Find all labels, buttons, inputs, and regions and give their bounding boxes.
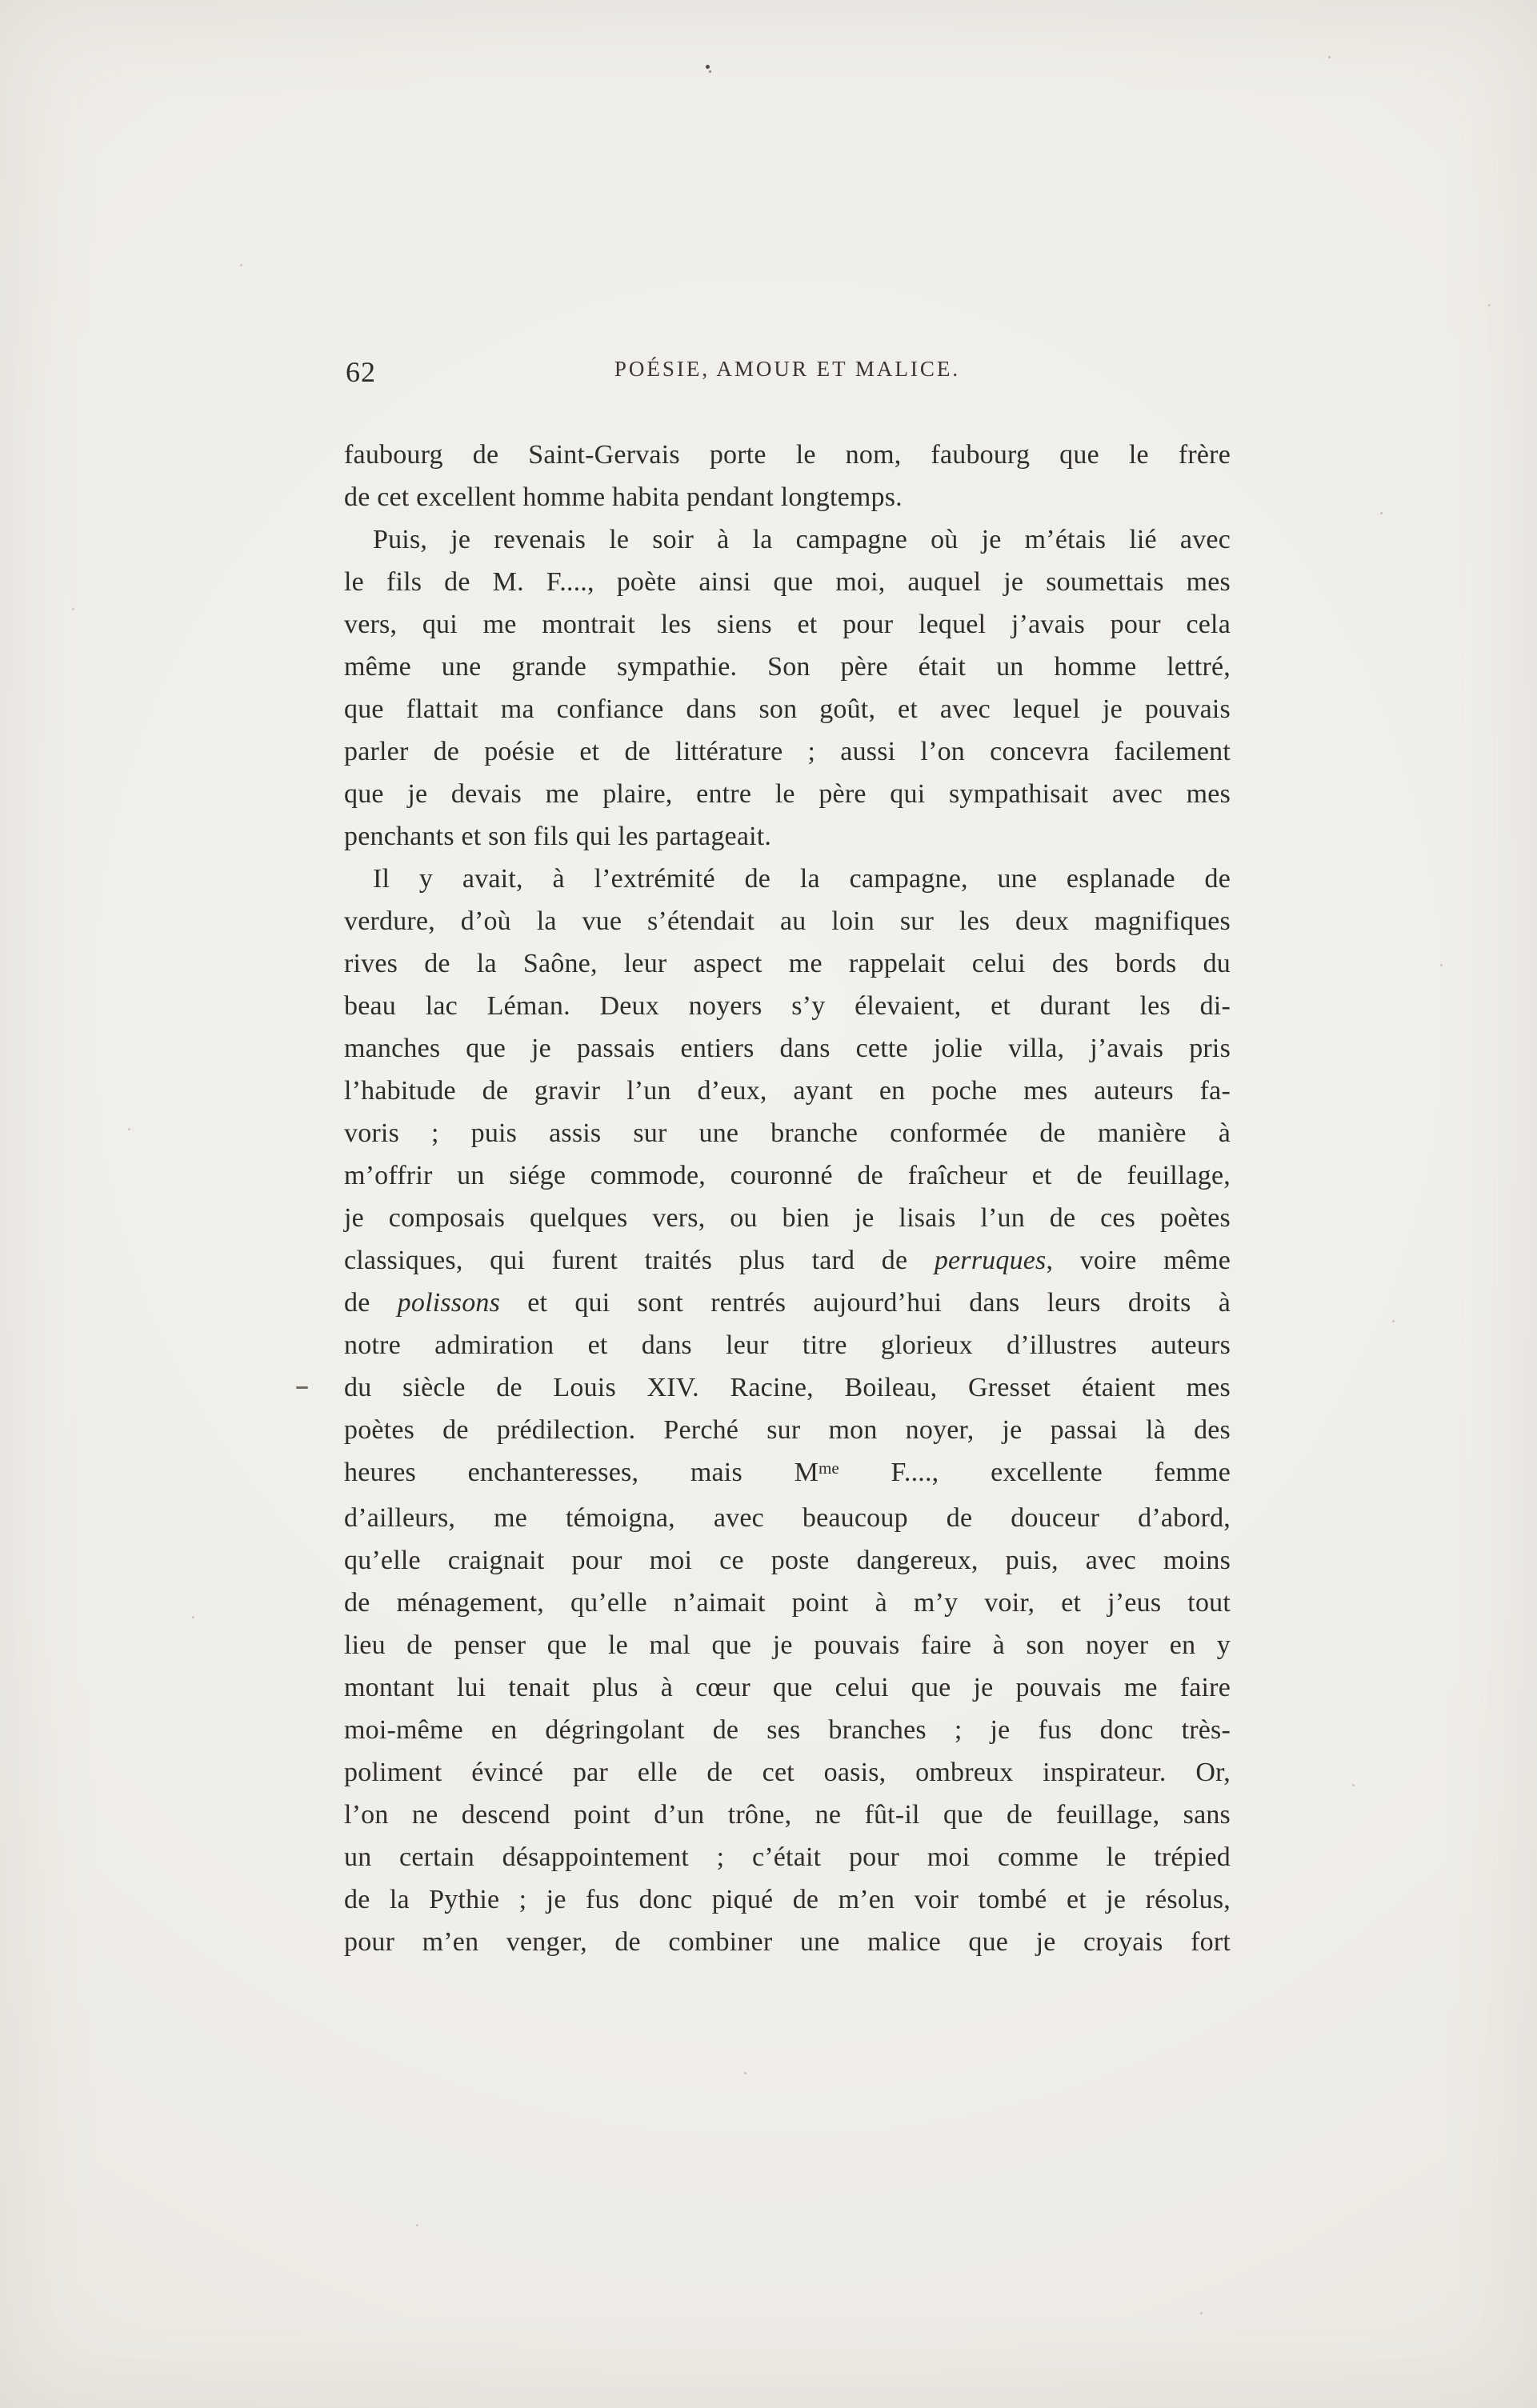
text-segment: de [344,1288,398,1318]
text-segment: parler de poésie et de littérature ; aussi l’on concevra facilement [344,737,1231,766]
text-line [344,1794,1231,1836]
page-number: 62 [346,356,376,388]
text-segment: faubourg de Saint-Gervais porte le nom, faubourg que le frère [344,440,1231,470]
text-line [344,1582,1231,1624]
text-segment: vers, qui me montrait les siens et pour lequel j’avais pour cela [344,610,1231,639]
text-line [344,1282,1231,1324]
text-line [344,1497,1231,1539]
text-segment: pour m’en venger, de combiner une malice que je croyais fort [344,1927,1231,1957]
text-line [344,1709,1231,1751]
text-line [344,688,1231,730]
text-segment: Puis, je revenais le soir à la campagne où je m’étais lié avec [373,525,1231,554]
text-segment: qu’elle craignait pour moi ce poste dangereux, puis, avec moins [344,1546,1231,1575]
text-segment: de la Pythie ; je fus donc piqué de m’en voir tombé et je résolus, [344,1885,1231,1914]
text-line [344,942,1231,985]
text-segment: F...., excellente femme [839,1458,1231,1487]
text-segment: que flattait ma confiance dans son goût, et avec lequel je pouvais [344,694,1231,724]
text-line [344,1239,1231,1282]
text-segment: m’offrir un siége commode, couronné de fraîcheur et de feuillage, [344,1161,1231,1190]
text-line [344,561,1231,603]
text-line [344,476,1231,518]
text-line [344,730,1231,773]
text-segment: heures enchanteresses, mais M [344,1458,819,1487]
text-segment: voris ; puis assis sur une branche conformée de manière à [344,1118,1231,1148]
text-line [344,1324,1231,1366]
text-line [344,1409,1231,1451]
text-segment: poliment évincé par elle de cet oasis, ombreux inspirateur. Or, [344,1758,1231,1787]
text-segment: je composais quelques vers, ou bien je lisais l’un de ces poètes [344,1203,1231,1233]
text-segment: beau lac Léman. Deux noyers s’y élevaient, et durant les di- [344,991,1231,1021]
text-segment: l’habitude de gravir l’un d’eux, ayant en poche mes auteurs fa- [344,1076,1231,1106]
text-segment: penchants et son fils qui les partageait. [344,822,772,851]
page-content [344,357,1231,1963]
text-line [344,1451,1231,1497]
text-segment: un certain désappointement ; c’était pour moi comme le trépied [344,1842,1231,1872]
text-line [344,1539,1231,1582]
scan-specks [0,0,2,2]
text-line [344,1197,1231,1239]
text-segment: le fils de M. F...., poète ainsi que moi, auquel je soumettais mes [344,567,1231,597]
text-line [344,1366,1231,1409]
text-segment: de ménagement, qu’elle n’aimait point à m’y voir, et j’eus tout [344,1588,1231,1618]
text-line [344,1154,1231,1197]
margin-mark [296,1386,308,1389]
text-line [344,1624,1231,1666]
text-segment: manches que je passais entiers dans cette jolie villa, j’avais pris [344,1034,1231,1063]
text-segment: verdure, d’où la vue s’étendait au loin sur les deux magnifiques [344,906,1231,936]
page-header [344,357,1231,390]
text-line [344,646,1231,688]
text-line [344,900,1231,942]
text-segment: , voire même [1046,1246,1231,1275]
running-title: POÉSIE, AMOUR ET MALICE. [614,357,961,381]
text-segment: du siècle de Louis XIV. Racine, Boileau, Gresset étaient mes [344,1373,1231,1402]
text-line [344,815,1231,858]
text-line [344,1070,1231,1112]
text-line [344,1878,1231,1921]
text-line [344,1836,1231,1878]
text-line [344,1666,1231,1709]
text-segment: classiques, qui furent traités plus tard de [344,1246,935,1275]
text-segment: poètes de prédilection. Perché sur mon noyer, je passai là des [344,1415,1231,1445]
text-line [344,1751,1231,1794]
text-line [344,985,1231,1027]
text-line [344,434,1231,476]
text-segment: et qui sont rentrés aujourd’hui dans leurs droits à [500,1288,1231,1318]
text-segment: montant lui tenait plus à cœur que celui que je pouvais me faire [344,1673,1231,1702]
text-segment: rives de la Saône, leur aspect me rappelait celui des bords du [344,949,1231,978]
text-line [344,603,1231,646]
text-line [344,773,1231,815]
text-line [344,1112,1231,1154]
text-segment: que je devais me plaire, entre le père qui sympathisait avec mes [344,779,1231,809]
text-segment: d’ailleurs, me témoigna, avec beaucoup de douceur d’abord, [344,1503,1231,1533]
italic-text: perruques [934,1246,1047,1275]
text-segment: même une grande sympathie. Son père était un homme lettré, [344,652,1231,682]
text-segment: moi-même en dégringolant de ses branches ; je fus donc très- [344,1715,1231,1745]
italic-text: polissons [397,1288,501,1318]
text-segment: Il y avait, à l’extrémité de la campagne, une esplanade de [373,864,1231,894]
superscript-text: me [819,1458,839,1478]
text-segment: notre admiration et dans leur titre glorieux d’illustres auteurs [344,1330,1231,1360]
text-block [344,434,1231,1963]
text-line [344,858,1231,900]
text-segment: de cet excellent homme habita pendant longtemps. [344,482,903,512]
text-line [344,1027,1231,1070]
text-line [344,1921,1231,1963]
text-segment: l’on ne descend point d’un trône, ne fût-il que de feuillage, sans [344,1800,1231,1830]
text-segment: lieu de penser que le mal que je pouvais faire à son noyer en y [344,1630,1231,1660]
text-line [344,518,1231,561]
